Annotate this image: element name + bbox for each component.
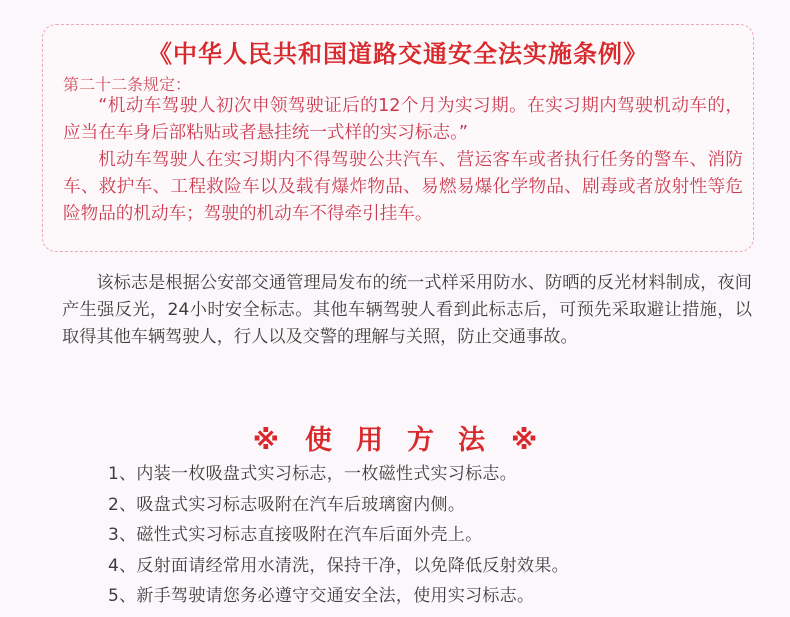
usage-title-char: 用 — [356, 425, 383, 456]
usage-title-char: 使 — [305, 425, 332, 456]
usage-item-4: 4、反射面请经常用水清洗，保持干净，以免降低反射效果。 — [108, 555, 569, 576]
usage-title — [0, 418, 790, 457]
law-paragraph-2: 机动车驾驶人在实习期内不得驾驶公共汽车、营运客车或者执行任务的警车、消防车、救护车、工程救险车以及载有爆炸物品、易燃易爆化学物品、剧毒或者放射性等危险物品的机动车；驾驶的机动车不得牵引挂车。 — [63, 150, 743, 224]
reference-mark-icon-right: ※ — [511, 425, 538, 456]
law-title: 《中华人民共和国道路交通安全法实施条例》 — [148, 40, 648, 68]
usage-title-char: 方 — [407, 425, 434, 456]
usage-list — [108, 459, 569, 612]
sign-description: 该标志是根据公安部交通管理局发布的统一式样采用防水、防晒的反光材料制成，夜间产生强反光，24小时安全标志。其他车辆驾驶人看到此标志后，可预先采取避让措施，以取得其他车辆驾驶人，行人以及交警的理解与关照，防止交通事故。 — [62, 273, 752, 347]
usage-item-3: 3、磁性式实习标志直接吸附在汽车后面外壳上。 — [108, 525, 483, 545]
usage-item-2: 2、吸盘式实习标志吸附在汽车后玻璃窗内侧。 — [108, 494, 466, 515]
usage-item-5: 5、新手驾驶请您务必遵守交通安全法，使用实习标志。 — [108, 586, 535, 606]
law-paragraph-1: “机动车驾驶人初次申领驾驶证后的12个月为实习期。在实习期内驾驶机动车的，应当在车身后部粘贴或者悬挂统一式样的实习标志。” — [63, 96, 743, 143]
usage-title-char: 法 — [458, 425, 485, 456]
usage-item-1: 1、内装一枚吸盘式实习标志，一枚磁性式实习标志。 — [108, 464, 518, 484]
reference-mark-icon-left: ※ — [252, 425, 279, 456]
law-article-heading: 第二十二条规定： — [63, 75, 192, 94]
law-excerpt-box — [42, 24, 754, 252]
